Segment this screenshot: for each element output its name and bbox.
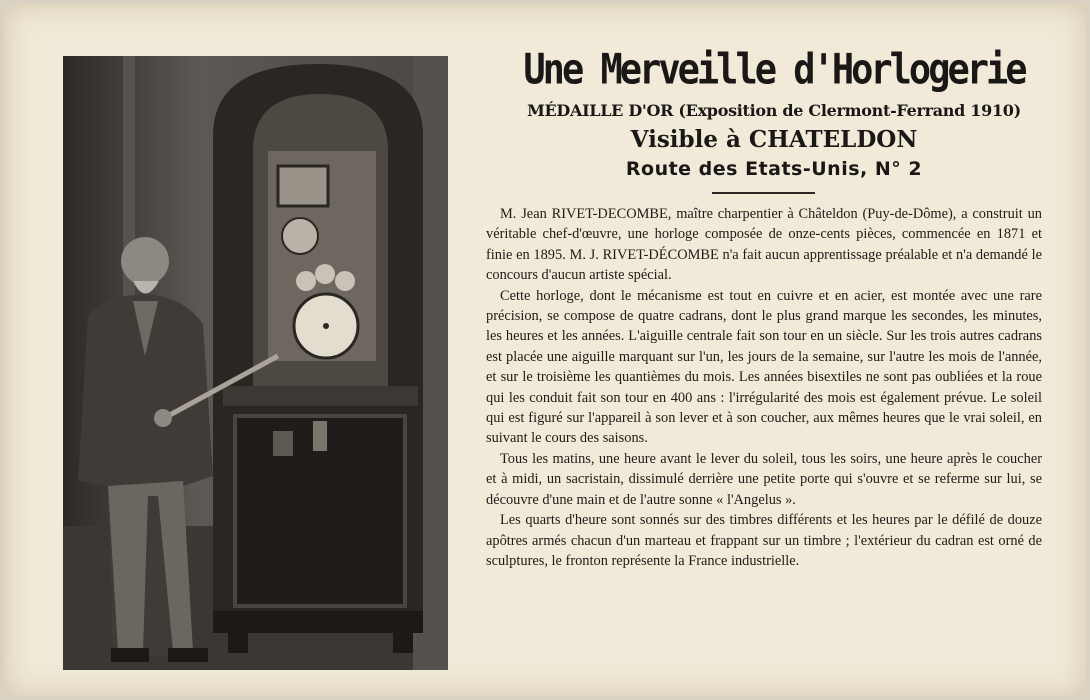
paragraph-4: Les quarts d'heure sont sonnés sur des timbres différents et les heures par le défilé de douze apôtres armés chacun d'un marteau et frappant sur un timbre ; l'extérieur du cadran est orné de sculptures, le fronton représente la France industrielle. [486,512,1042,569]
paragraph-1: M. Jean RIVET-DECOMBE, maître charpentier à Châteldon (Puy-de-Dôme), a construit un véritable chef-d'œuvre, une horloge composée de onze-cents pièces, commencée en 1871 et finie en 1895. M. J. RIVET-DÉCOMBE n'a fait aucun apprentissage préalable et n'a demandé le concours d'aucun artiste spécial. [486,206,1042,284]
medal-subtitle: MÉDAILLE D'OR (Exposition de Clermont-Ferrand 1910) [527,101,1021,120]
postcard [4,4,1086,696]
paragraph-2: Cette horloge, dont le mécanisme est tout en cuivre et en acier, est montée avec une rare précision, se compose de quatre cadrans, dont le plus grand marque les secondes, les minutes, les heures et les années. L'aiguille centrale fait son tour en un siècle. Sur les trois autres cadrans est placée une aiguille marquant sur l'un, les jours de la semaine, sur l'autre les mois de l'année, et sur le troisième les quantièmes du mois. Les années bisextiles ne sont pas oubliées et la roue qui les conduit fait son tour en 400 ans : l'irrégularité des mois est également prévue. Le soleil qui est figuré sur l'appareil à son lever et à son coucher, aux mêmes heures que le vrai soleil, en suivant le cours des saisons. [486,287,1042,447]
clock-photograph [63,56,448,670]
description-text [486,204,1042,571]
address-line: Route des Etats-Unis, N° 2 [625,158,923,180]
paragraph-3: Tous les matins, une heure avant le lever du soleil, tous les soirs, une heure après le coucher et à midi, un sacristain, dissimulé derrière une petite porte qui s'ouvre et se referme sur lui, se découvre d'une main et de l'autre sonne « l'Angelus ». [486,450,1042,508]
location-heading: Visible à CHATELDON [630,126,918,153]
card-title: Une Merveille d'Horlogerie [523,45,1025,94]
divider-rule [712,192,815,194]
